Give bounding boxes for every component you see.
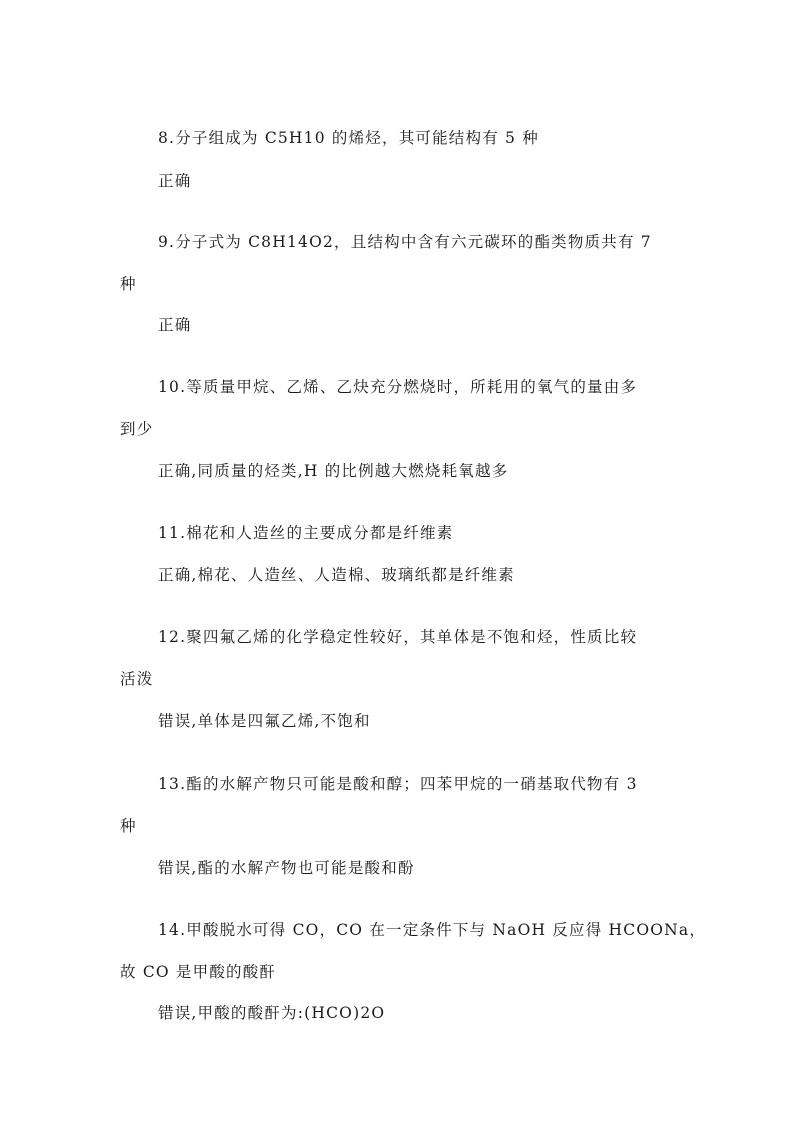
answer-14: 错误,甲酸的酸酐为:(HCO)2O (158, 1004, 386, 1022)
question-10-line-2: 到少 (120, 420, 154, 438)
question-14-line-2: 故 CO 是甲酸的酸酐 (120, 963, 277, 981)
answer-8: 正确 (158, 172, 192, 190)
question-10-line-1: 10.等质量甲烷、乙烯、乙炔充分燃烧时，所耗用的氧气的量由多 (158, 378, 638, 396)
question-13-line-2: 种 (120, 817, 137, 835)
question-11-line-1: 11.棉花和人造丝的主要成分都是纤维素 (158, 524, 454, 542)
question-9-line-2: 种 (120, 275, 137, 293)
answer-9: 正确 (158, 316, 192, 334)
question-12-line-2: 活泼 (120, 670, 154, 688)
answer-10: 正确,同质量的烃类,H 的比例越大燃烧耗氧越多 (158, 462, 509, 480)
question-12-line-1: 12.聚四氟乙烯的化学稳定性较好，其单体是不饱和烃，性质比较 (158, 628, 638, 646)
answer-13: 错误,酯的水解产物也可能是酸和酚 (158, 859, 415, 877)
question-9-line-1: 9.分子式为 C8H14O2，且结构中含有六元碳环的酯类物质共有 7 (158, 233, 652, 251)
question-13-line-1: 13.酯的水解产物只可能是酸和醇；四苯甲烷的一硝基取代物有 3 (158, 775, 638, 793)
answer-12: 错误,单体是四氟乙烯,不饱和 (158, 712, 371, 730)
answer-11: 正确,棉花、人造丝、人造棉、玻璃纸都是纤维素 (158, 566, 515, 584)
question-8-line-1: 8.分子组成为 C5H10 的烯烃，其可能结构有 5 种 (158, 129, 539, 147)
question-14-line-1: 14.甲酸脱水可得 CO，CO 在一定条件下与 NaOH 反应得 HCOONa， (158, 921, 707, 939)
